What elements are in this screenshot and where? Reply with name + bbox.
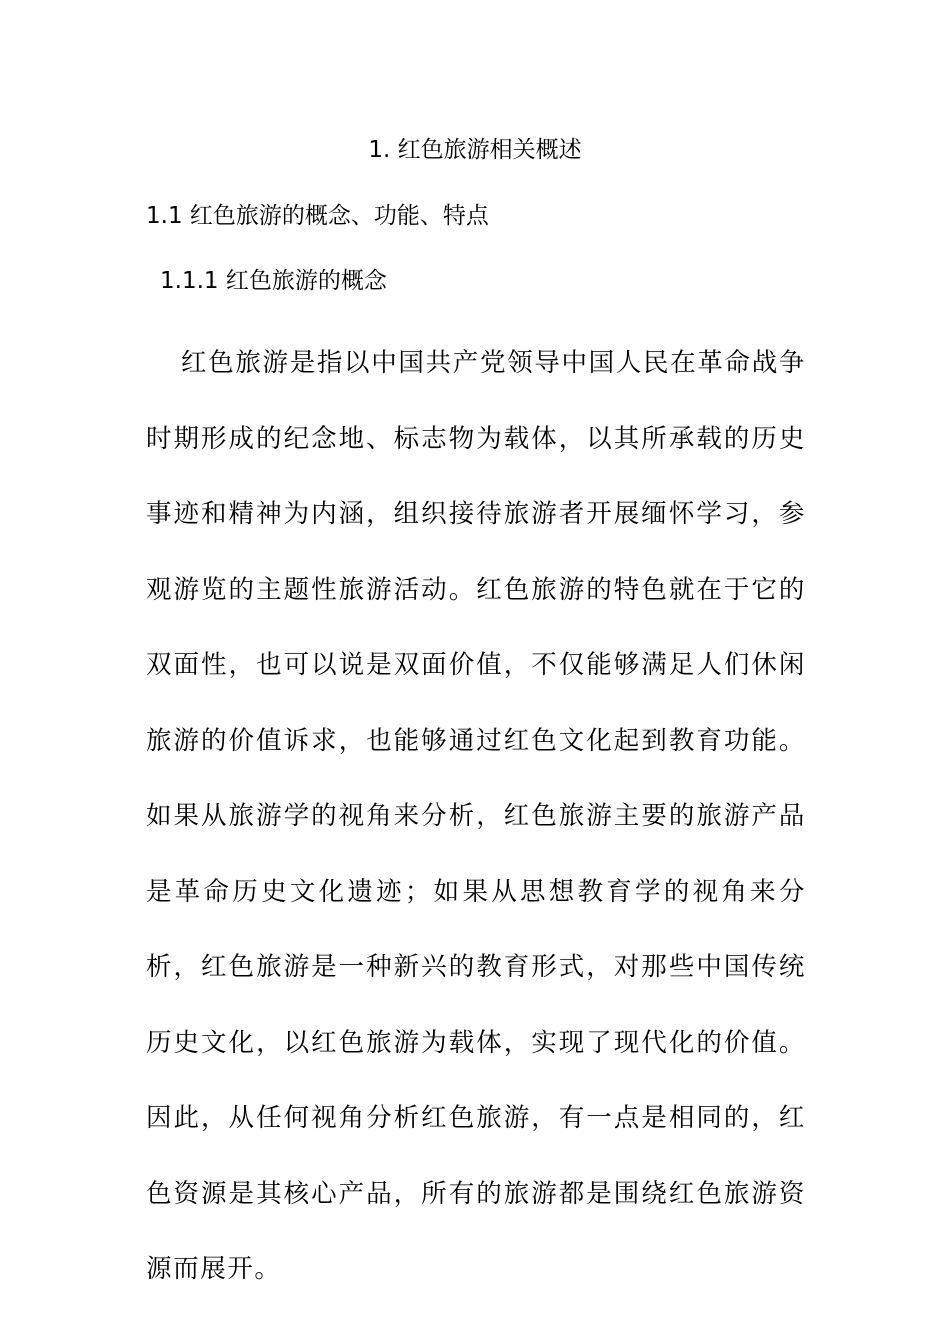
chapter-title: 1. 红色旅游相关概述 (368, 137, 582, 163)
section-title: 1.1 红色旅游的概念、功能、特点 (146, 203, 489, 229)
subsection-title: 1.1.1 红色旅游的概念 (160, 268, 387, 294)
body-paragraph: 红色旅游是指以中国共产党领导中国人民在革命战争时期形成的纪念地、标志物为载体，以其所承载的历史事迹和精神为内涵，组织接待旅游者开展缅怀学习，参观游览的主题性旅游活动。红色旅游的特色就在于它的双面性，也可以说是双面价值，不仅能够满足人们休闲旅游的价值诉求，也能够通过红色文化起到教育功能。如果从旅游学的视角来分析，红色旅游主要的旅游产品是革命历史文化遗迹；如果从思想教育学的视角来分析，红色旅游是一种新兴的教育形式，对那些中国传统历史文化，以红色旅游为载体，实现了现代化的价值。因此，从任何视角分析红色旅游，有一点是相同的，红色资源是其核心产品，所有的旅游都是围绕红色旅游资源而展开。 (146, 348, 806, 1284)
